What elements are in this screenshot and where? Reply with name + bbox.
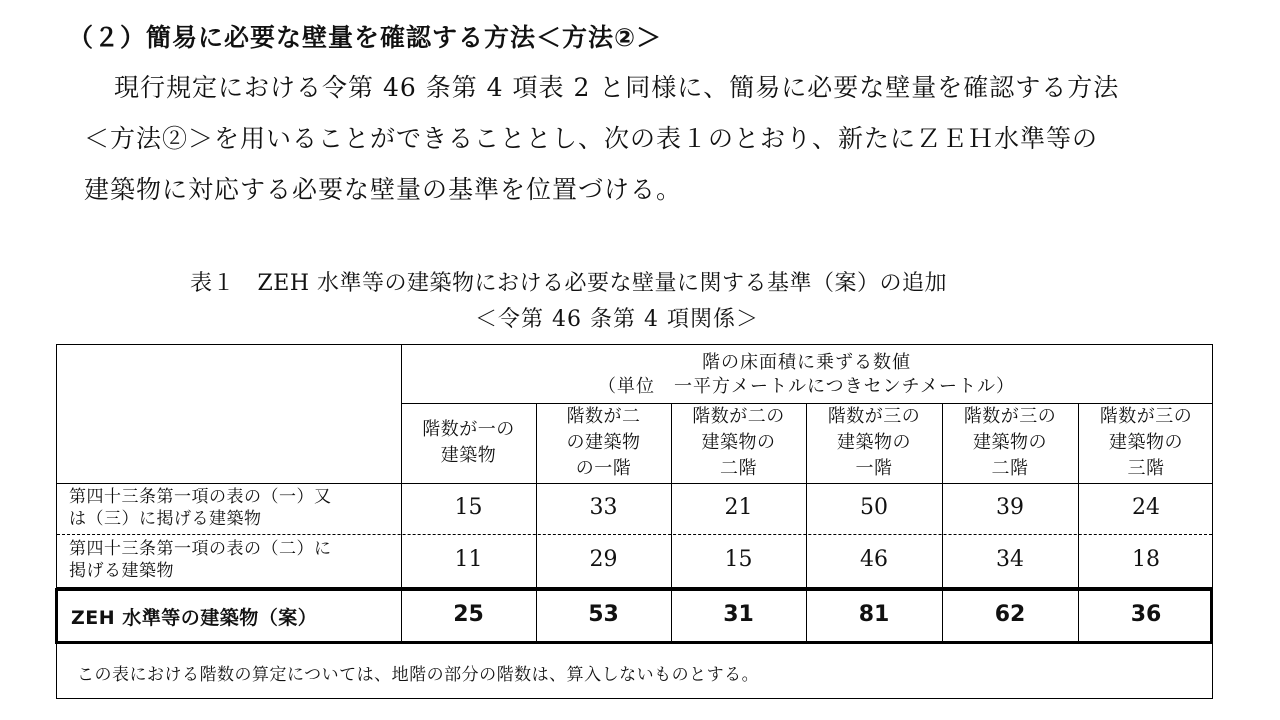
table-cell: 21 bbox=[724, 495, 753, 520]
zeh-table-cell: 62 bbox=[994, 602, 1026, 627]
paragraph-line: 建築物に対応する必要な壁量の基準を位置づける。 bbox=[84, 175, 683, 204]
table-caption: 表１ ZEH 水準等の建築物における必要な壁量に関する基準（案）の追加 bbox=[190, 271, 948, 296]
row-label: 第四十三条第一項の表の（一）又 は（三）に掲げる建築物 bbox=[69, 487, 332, 529]
row-label: 第四十三条第一項の表の（二）に 掲げる建築物 bbox=[69, 539, 332, 581]
table-cell: 29 bbox=[589, 547, 618, 572]
zeh-table-cell: 25 bbox=[453, 602, 484, 627]
header-line: （単位 一平方メートルにつきセンチメートル） bbox=[598, 376, 1015, 397]
paragraph-line: ＜方法②＞を用いることができることとし、次の表１のとおり、新たにＺＥＨ水準等の bbox=[84, 124, 1099, 153]
table-cell: 33 bbox=[589, 495, 618, 520]
wall-quantity-table bbox=[56, 344, 1213, 699]
table-subcaption: ＜令第 46 条第 4 項関係＞ bbox=[475, 307, 759, 332]
table-divider bbox=[57, 483, 1212, 484]
zeh-table-cell: 36 bbox=[1130, 602, 1162, 627]
table-cell: 39 bbox=[996, 495, 1024, 520]
table-cell: 11 bbox=[454, 547, 483, 572]
paragraph-line: 現行規定における令第 46 条第 4 項表 2 と同様に、簡易に必要な壁量を確認する方法 bbox=[114, 73, 1120, 102]
header-line: 階の床面積に乗ずる数値 bbox=[702, 352, 911, 373]
table-cell: 15 bbox=[724, 547, 753, 572]
section-heading: （２）簡易に必要な壁量を確認する方法＜方法②＞ bbox=[68, 23, 663, 52]
column-header: 階数が二 の建築物 の一階 bbox=[566, 406, 641, 479]
table-cell: 24 bbox=[1132, 495, 1160, 520]
table-divider bbox=[57, 534, 1212, 535]
column-header: 階数が三の 建築物の 一階 bbox=[827, 406, 921, 479]
zeh-row-label: ZEH 水準等の建築物（案） bbox=[71, 607, 318, 629]
zeh-table-cell: 81 bbox=[858, 602, 890, 627]
column-header: 階数が三の 建築物の 二階 bbox=[963, 406, 1057, 479]
zeh-table-cell: 53 bbox=[588, 602, 619, 627]
column-header: 階数が二の 建築物の 二階 bbox=[692, 406, 785, 479]
body-paragraph bbox=[84, 62, 1254, 215]
column-header: 階数が三の 建築物の 三階 bbox=[1099, 406, 1193, 479]
table-note: この表における階数の算定については、地階の部分の階数は、算入しないものとする。 bbox=[77, 665, 760, 685]
column-header: 階数が一の 建築物 bbox=[422, 419, 515, 466]
table-cell: 15 bbox=[454, 495, 483, 520]
table-header bbox=[401, 351, 1212, 399]
table-cell: 18 bbox=[1132, 547, 1160, 572]
table-cell: 50 bbox=[860, 495, 888, 520]
table-cell: 34 bbox=[996, 547, 1024, 572]
zeh-table-cell: 31 bbox=[723, 602, 754, 627]
table-cell: 46 bbox=[860, 547, 888, 572]
